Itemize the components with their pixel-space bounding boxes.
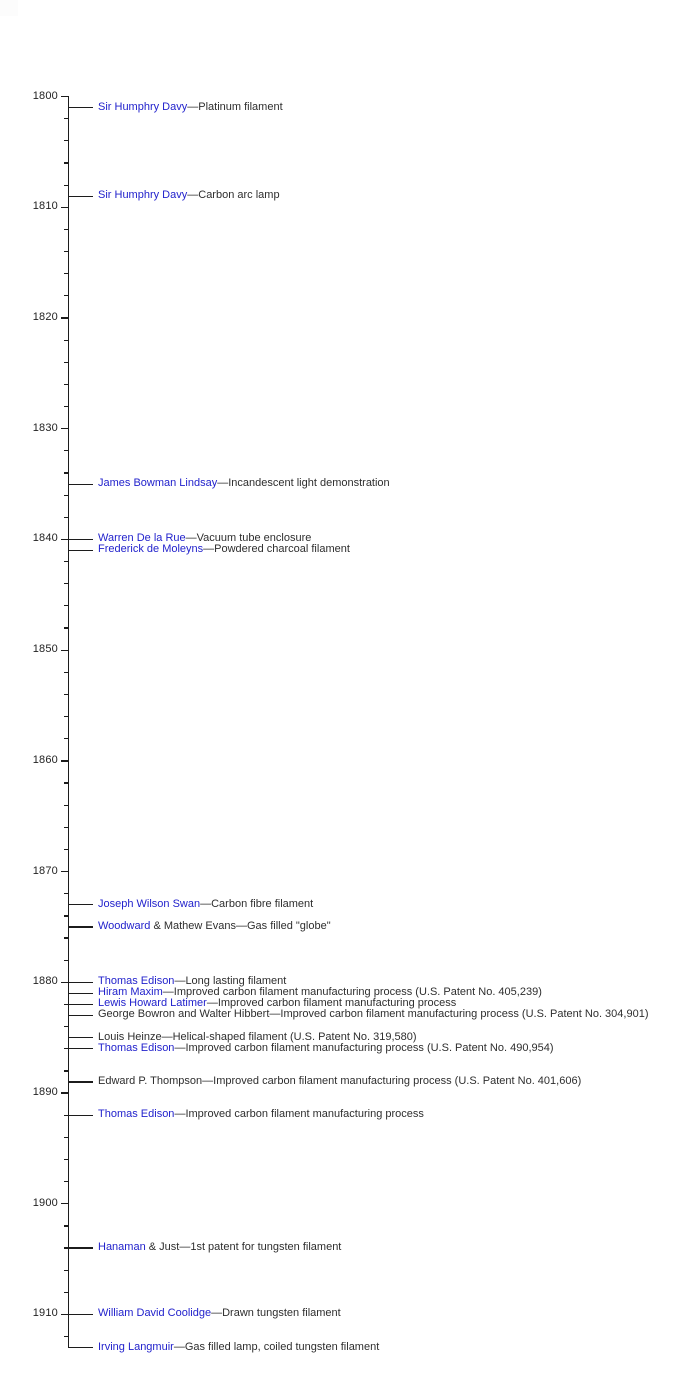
event-description: —Improved carbon filament manufacturing process (U.S. Patent No. 304,901) [269, 1008, 649, 1021]
minor-tick [64, 605, 68, 606]
event-person-link[interactable]: Irving Langmuir [98, 1340, 174, 1353]
minor-tick [64, 1026, 68, 1027]
event-person-link[interactable]: Thomas Edison [98, 975, 175, 988]
event-tick-line [69, 1314, 93, 1315]
event-label [98, 1075, 581, 1088]
minor-tick [64, 406, 68, 407]
year-label: 1830 [32, 421, 58, 434]
minor-tick [64, 849, 68, 850]
event-description: —Improved carbon filament manufacturing process [206, 997, 457, 1010]
major-tick [61, 982, 68, 983]
year-label: 1820 [32, 310, 58, 323]
minor-tick [64, 893, 68, 894]
event-tick-line [69, 1347, 93, 1348]
minor-tick [64, 1115, 68, 1116]
event-tick-line [69, 1015, 93, 1016]
event-person-link[interactable]: Frederick de Moleyns [98, 543, 204, 556]
event-description: —Helical-shaped filament (U.S. Patent No. 319,580) [161, 1030, 417, 1043]
major-tick [61, 1203, 68, 1204]
event-label [98, 1241, 341, 1254]
event-person-link[interactable]: Thomas Edison [98, 1108, 175, 1121]
event-description: —Carbon fibre filament [200, 897, 314, 910]
event-person-link[interactable]: Sir Humphry Davy [98, 100, 188, 113]
major-tick [61, 650, 68, 651]
event-person-plain: Edward P. Thompson [98, 1074, 203, 1087]
event-description: —Improved carbon filament manufacturing process (U.S. Patent No. 401,606) [202, 1074, 582, 1087]
major-tick [61, 539, 68, 540]
minor-tick [64, 472, 68, 473]
event-person-link[interactable]: Lewis Howard Latimer [98, 997, 207, 1010]
event-description: —Improved carbon filament manufacturing process [174, 1108, 424, 1121]
year-label: 1850 [32, 643, 58, 656]
event-person-link[interactable]: Joseph Wilson Swan [98, 897, 201, 910]
minor-tick [64, 1048, 68, 1049]
event-label [98, 189, 280, 202]
event-tick-line [69, 1081, 93, 1082]
minor-tick [64, 273, 68, 274]
event-description: —Platinum filament [187, 100, 283, 113]
event-person-link[interactable]: Thomas Edison [98, 1041, 175, 1054]
minor-tick [64, 251, 68, 252]
year-label: 1900 [32, 1196, 58, 1209]
minor-tick [64, 185, 68, 186]
minor-tick [64, 1225, 68, 1226]
minor-tick [64, 495, 68, 496]
event-description: —1st patent for tungsten filament [179, 1240, 342, 1253]
event-description: —Long lasting filament [174, 975, 287, 988]
event-description: —Improved carbon filament manufacturing process (U.S. Patent No. 490,954) [174, 1041, 554, 1054]
event-person-link[interactable]: Hiram Maxim [98, 986, 163, 999]
year-label: 1870 [32, 864, 58, 877]
major-tick [61, 871, 68, 872]
minor-tick [64, 1004, 68, 1005]
year-label: 1810 [32, 200, 58, 213]
minor-tick [64, 362, 68, 363]
event-description: —Gas filled lamp, coiled tungsten filament [173, 1340, 380, 1353]
minor-tick [64, 1336, 68, 1337]
year-label: 1800 [32, 89, 58, 102]
year-label: 1840 [32, 532, 58, 545]
minor-tick [64, 672, 68, 673]
event-tick-line [69, 982, 93, 983]
minor-tick [64, 627, 68, 628]
event-tick-line [69, 904, 93, 905]
major-tick [61, 207, 68, 208]
event-tick-line [69, 993, 93, 994]
minor-tick [64, 340, 68, 341]
minor-tick [64, 1181, 68, 1182]
event-tick-line [69, 196, 93, 197]
event-person-plain: & Mathew Evans [150, 919, 236, 932]
minor-tick [64, 1292, 68, 1293]
minor-tick [64, 384, 68, 385]
event-label [98, 101, 283, 114]
year-label: 1910 [32, 1307, 58, 1320]
minor-tick [64, 450, 68, 451]
event-tick-line [69, 1004, 93, 1005]
minor-tick [64, 229, 68, 230]
event-person-link[interactable]: Woodward [98, 919, 151, 932]
minor-tick [64, 915, 68, 916]
major-tick [61, 317, 68, 318]
event-description: —Powdered charcoal filament [203, 543, 350, 556]
minor-tick [64, 118, 68, 119]
event-person-plain: & Just [145, 1240, 180, 1253]
minor-tick [64, 1159, 68, 1160]
event-tick-line [69, 107, 93, 108]
major-tick [61, 428, 68, 429]
minor-tick [64, 937, 68, 938]
minor-tick [64, 782, 68, 783]
minor-tick [64, 716, 68, 717]
timeline-axis [68, 96, 69, 1348]
event-description: —Vacuum tube enclosure [185, 532, 312, 545]
minor-tick [64, 1070, 68, 1071]
minor-tick [64, 1137, 68, 1138]
minor-tick [64, 295, 68, 296]
event-person-link[interactable]: Hanaman [98, 1240, 146, 1253]
minor-tick [64, 140, 68, 141]
minor-tick [64, 694, 68, 695]
minor-tick [64, 1270, 68, 1271]
event-tick-line [69, 550, 93, 551]
event-tick-line [69, 1247, 93, 1248]
corner-artifact [0, 0, 18, 16]
year-label: 1880 [32, 975, 58, 988]
event-description: —Incandescent light demonstration [217, 477, 390, 490]
event-person-link[interactable]: James Bowman Lindsay [98, 477, 218, 490]
event-label [98, 1008, 648, 1021]
event-label [98, 1341, 379, 1354]
event-description: —Improved carbon filament manufacturing process (U.S. Patent No. 405,239) [162, 986, 542, 999]
major-tick [61, 1314, 68, 1315]
event-person-plain: George Bowron and Walter Hibbert [98, 1008, 270, 1021]
event-label [98, 1042, 554, 1055]
event-tick-line [69, 926, 93, 927]
event-description: —Drawn tungsten filament [211, 1307, 341, 1320]
major-tick [61, 96, 68, 97]
minor-tick [64, 960, 68, 961]
minor-tick [64, 805, 68, 806]
event-label [98, 477, 390, 490]
event-label [98, 898, 313, 911]
minor-tick [64, 583, 68, 584]
event-label [98, 920, 331, 933]
major-tick [61, 1092, 68, 1093]
event-description: —Carbon arc lamp [187, 189, 280, 202]
event-description: —Gas filled "globe" [235, 919, 331, 932]
minor-tick [64, 738, 68, 739]
event-person-link[interactable]: William David Coolidge [98, 1307, 212, 1320]
event-person-plain: Louis Heinze [98, 1030, 162, 1043]
event-person-link[interactable]: Sir Humphry Davy [98, 189, 188, 202]
event-tick-line [69, 1048, 93, 1049]
year-label: 1860 [32, 753, 58, 766]
event-label [98, 1307, 341, 1320]
event-tick-line [69, 484, 93, 485]
minor-tick [64, 517, 68, 518]
minor-tick [64, 827, 68, 828]
event-tick-line [69, 1037, 93, 1038]
event-label [98, 543, 350, 556]
minor-tick [64, 561, 68, 562]
event-person-link[interactable]: Warren De la Rue [98, 532, 186, 545]
event-tick-line [69, 539, 93, 540]
event-label [98, 1108, 424, 1121]
major-tick [61, 760, 68, 761]
event-tick-line [69, 1115, 93, 1116]
year-label: 1890 [32, 1085, 58, 1098]
minor-tick [64, 162, 68, 163]
minor-tick [64, 1247, 68, 1248]
